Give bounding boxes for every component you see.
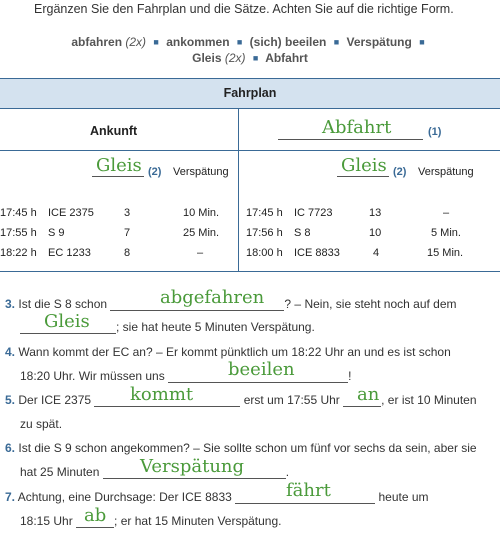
sentence-text: ; er hat 15 Minuten Verspätung. xyxy=(114,514,282,528)
bullet-icon: ■ xyxy=(419,37,425,47)
handwritten-answer: Abfahrt xyxy=(322,117,392,138)
table-cell-time: 17:56 h xyxy=(246,227,283,239)
handwritten-answer: Gleis xyxy=(96,155,142,176)
sentence-4 xyxy=(5,345,451,359)
word-bank xyxy=(0,35,500,49)
sentence-number: 3. xyxy=(5,297,16,311)
sentence-7 xyxy=(5,490,429,504)
answer-number: (2) xyxy=(393,166,407,178)
sentence-text: Achtung, eine Durchsage: Der ICE 8833 xyxy=(17,490,232,504)
answer-line xyxy=(337,176,389,177)
handwritten-answer: Gleis xyxy=(44,311,90,332)
bullet-icon: ■ xyxy=(333,37,340,47)
table-cell-time: 17:55 h xyxy=(0,227,37,239)
answer-line xyxy=(92,176,144,177)
handwritten-answer: beeilen xyxy=(228,359,295,380)
sentence-text: zu spät. xyxy=(20,417,63,431)
sentence-text: . xyxy=(285,465,290,479)
table-cell-delay: 10 Min. xyxy=(183,207,220,219)
delay-column-header: Verspätung xyxy=(173,166,229,178)
sentence-6 xyxy=(5,441,477,455)
answer-number: (1) xyxy=(428,126,442,138)
word-gleis-note: (2x) xyxy=(224,51,246,65)
table-cell-track: 13 xyxy=(369,207,382,219)
handwritten-answer: kommt xyxy=(130,384,194,405)
table-cell-delay: 5 Min. xyxy=(431,227,461,239)
sentence-text: erst um 17:55 Uhr xyxy=(243,393,340,407)
handwritten-answer: Gleis xyxy=(341,155,387,176)
handwritten-answer: Verspätung xyxy=(140,456,245,477)
bullet-icon: ■ xyxy=(153,37,159,47)
sentence-text: Wann kommt der EC an? – Er kommt pünktlich um 18:22 Uhr an und es ist schon xyxy=(18,345,451,359)
table-cell-track: 3 xyxy=(124,207,131,219)
table-cell-train: S 8 xyxy=(294,227,311,239)
table-cell-track: 8 xyxy=(124,247,131,259)
sentence-text: , er ist 10 Minuten xyxy=(381,393,477,407)
word-gleis: Gleis xyxy=(192,51,222,65)
sentence-text: Der ICE 2375 xyxy=(18,393,92,407)
sentence-text: 18:15 Uhr xyxy=(20,514,73,528)
row-divider xyxy=(0,150,500,151)
sentence-5 xyxy=(5,393,477,407)
instruction: Ergänzen Sie den Fahrplan und die Sätze. Achten Sie auf die richtige Form. xyxy=(34,2,454,16)
word-abfahren-note: (2x) xyxy=(125,35,147,49)
table-cell-track: 10 xyxy=(369,227,382,239)
table-cell-track: 7 xyxy=(124,227,131,239)
table-cell-track: 4 xyxy=(373,247,380,259)
handwritten-answer: ab xyxy=(84,505,107,526)
timetable-title: Fahrplan xyxy=(223,86,277,100)
word-verspaetung: Verspätung xyxy=(346,35,412,49)
table-cell-train: ICE 2375 xyxy=(48,207,94,219)
word-abfahrt: Abfahrt xyxy=(265,51,308,65)
delay-column-header: Verspätung xyxy=(418,166,474,178)
handwritten-answer: an xyxy=(357,384,380,405)
bullet-icon: ■ xyxy=(252,53,259,63)
answer-number: (2) xyxy=(148,166,162,178)
table-cell-time: 18:22 h xyxy=(0,247,37,259)
sentence-text: heute um xyxy=(378,490,429,504)
word-beeilen: (sich) beeilen xyxy=(249,35,327,49)
sentence-4-cont xyxy=(20,369,351,383)
table-cell-time: 17:45 h xyxy=(246,207,283,219)
arrival-header: Ankunft xyxy=(90,124,138,138)
table-cell-delay: – xyxy=(443,207,450,219)
handwritten-answer: fährt xyxy=(286,480,331,501)
table-cell-train: IC 7723 xyxy=(294,207,333,219)
column-divider xyxy=(238,109,239,271)
answer-line xyxy=(278,139,423,140)
sentence-number: 4. xyxy=(5,345,16,359)
sentence-text: Ist die S 8 schon xyxy=(18,297,108,311)
table-cell-delay: 15 Min. xyxy=(427,247,464,259)
sentence-text: Ist die S 9 schon angekommen? – Sie sollte schon um fünf vor sechs da sein, aber sie xyxy=(18,441,477,455)
sentence-text: 18:20 Uhr. Wir müssen uns xyxy=(20,369,165,383)
sentence-number: 7. xyxy=(5,490,16,504)
sentence-text: ; sie hat heute 5 Minuten Verspätung. xyxy=(116,320,315,334)
sentence-7-cont xyxy=(20,514,282,528)
handwritten-answer: abgefahren xyxy=(160,287,265,308)
table-cell-time: 18:00 h xyxy=(246,247,283,259)
table-cell-train: EC 1233 xyxy=(48,247,91,259)
sentence-text: ? – Nein, sie steht noch auf dem xyxy=(284,297,457,311)
word-bank-line2 xyxy=(0,51,500,65)
sentence-text: ! xyxy=(348,369,352,383)
sentence-number: 5. xyxy=(5,393,16,407)
timetable xyxy=(0,78,500,272)
table-cell-delay: – xyxy=(197,247,204,259)
sentence-number: 6. xyxy=(5,441,16,455)
table-cell-train: S 9 xyxy=(48,227,65,239)
table-cell-train: ICE 8833 xyxy=(294,247,340,259)
sentence-text: hat 25 Minuten xyxy=(20,465,100,479)
word-abfahren: abfahren xyxy=(71,35,123,49)
table-cell-time: 17:45 h xyxy=(0,207,37,219)
timetable-header xyxy=(0,79,500,109)
word-ankommen: ankommen xyxy=(166,35,230,49)
bullet-icon: ■ xyxy=(236,37,243,47)
sentence-5-cont xyxy=(20,417,62,431)
table-cell-delay: 25 Min. xyxy=(183,227,220,239)
